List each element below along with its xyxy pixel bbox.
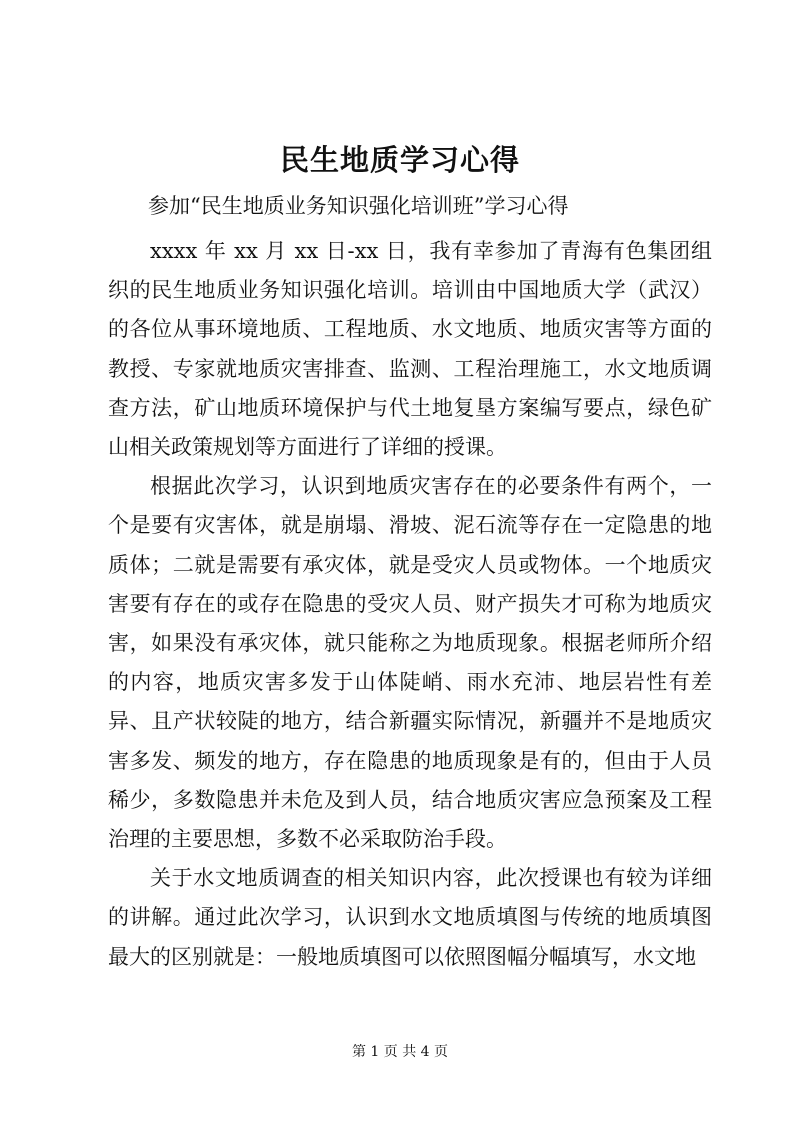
paragraph-3: 关于水文地质调查的相关知识内容，此次授课也有较为详细的讲解。通过此次学习，认识到水文地质填图与传统的地质填图最大的区别就是：一般地质填图可以依照图幅分幅填写，水文地 xyxy=(108,866,712,969)
paragraph-2: 根据此次学习，认识到地质灾害存在的必要条件有两个，一个是要有灾害体，就是崩塌、滑坡、泥石流等存在一定隐患的地质体；二就是需要有承灾体，就是受灾人员或物体。一个地质灾害要有存在的或存在隐患的受灾人员、财产损失才可称为地质灾害，如果没有承灾体，就只能称之为地质现象。根据老师所介绍的内容，地质灾害多发于山体陡峭、雨水充沛、地层岩性有差异、且产状较陡的地方，结合新疆实际情况，新疆并不是地质灾害多发、频发的地方，存在隐患的地质现象是有的，但由于人员稀少，多数隐患并未危及到人员，结合地质灾害应急预案及工程治理的主要思想，多数不必采取防治手段。 xyxy=(108,474,712,852)
document-subtitle: 参加“民生地质业务知识强化培训班”学习心得 xyxy=(148,194,569,218)
paragraph-1: xxxx 年 xx 月 xx 日-xx 日，我有幸参加了青海有色集团组织的民生地质业务知识强化培训。培训由中国地质大学（武汉）的各位从事环境地质、工程地质、水文地质、地质灾害等方面的教授、专家就地质灾害排查、监测、工程治理施工，水文地质调查方法，矿山地质环境保护与代土地复垦方案编写要点，绿色矿山相关政策规划等方面进行了详细的授课。 xyxy=(108,239,712,460)
page-footer: 第 1 页 共 4 页 xyxy=(351,1044,449,1060)
document-title: 民生地质学习心得 xyxy=(279,143,520,177)
document-body xyxy=(108,232,712,977)
